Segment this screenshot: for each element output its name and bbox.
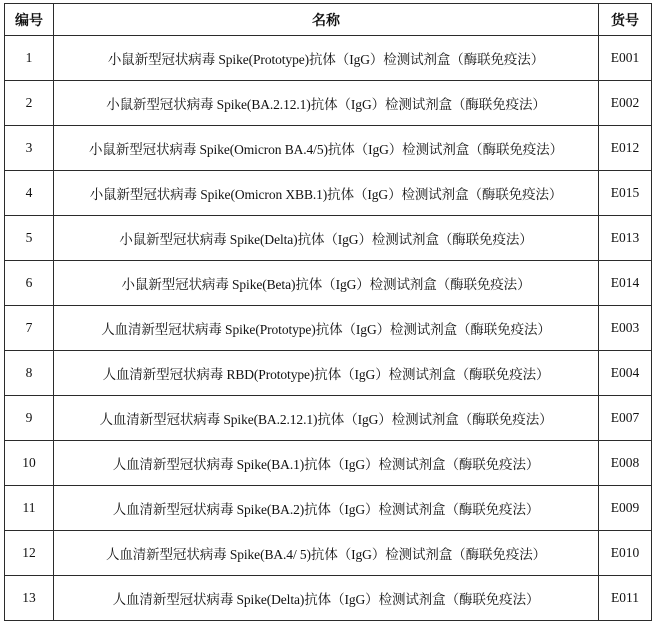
table-row — [5, 171, 652, 216]
row-number: 7 — [5, 306, 54, 351]
row-number: 3 — [5, 126, 54, 171]
table-row — [5, 396, 652, 441]
row-name: 小鼠新型冠状病毒 Spike(Omicron BA.4/5)抗体（IgG）检测试剂盒（酶联免疫法） — [54, 126, 599, 171]
table-row — [5, 486, 652, 531]
row-code: E012 — [599, 126, 652, 171]
row-number: 12 — [5, 531, 54, 576]
product-table — [4, 3, 652, 621]
table-row — [5, 261, 652, 306]
row-code: E010 — [599, 531, 652, 576]
row-code: E007 — [599, 396, 652, 441]
row-number: 6 — [5, 261, 54, 306]
table-row — [5, 216, 652, 261]
row-name: 人血清新型冠状病毒 Spike(Prototype)抗体（IgG）检测试剂盒（酶联免疫法） — [54, 306, 599, 351]
row-name: 小鼠新型冠状病毒 Spike(Prototype)抗体（IgG）检测试剂盒（酶联免疫法） — [54, 36, 599, 81]
row-name: 小鼠新型冠状病毒 Spike(Delta)抗体（IgG）检测试剂盒（酶联免疫法） — [54, 216, 599, 261]
table-header-row — [5, 4, 652, 36]
row-code: E015 — [599, 171, 652, 216]
table-row — [5, 306, 652, 351]
table-row — [5, 576, 652, 621]
table-row — [5, 81, 652, 126]
row-number: 1 — [5, 36, 54, 81]
header-name: 名称 — [54, 4, 599, 36]
row-number: 5 — [5, 216, 54, 261]
row-code: E003 — [599, 306, 652, 351]
row-code: E004 — [599, 351, 652, 396]
row-name: 小鼠新型冠状病毒 Spike(BA.2.12.1)抗体（IgG）检测试剂盒（酶联免疫法） — [54, 81, 599, 126]
row-number: 8 — [5, 351, 54, 396]
row-code: E013 — [599, 216, 652, 261]
table-row — [5, 441, 652, 486]
table-row — [5, 36, 652, 81]
table-row — [5, 126, 652, 171]
row-name: 小鼠新型冠状病毒 Spike(Omicron XBB.1)抗体（IgG）检测试剂盒（酶联免疫法） — [54, 171, 599, 216]
row-number: 2 — [5, 81, 54, 126]
row-code: E002 — [599, 81, 652, 126]
row-name: 人血清新型冠状病毒 RBD(Prototype)抗体（IgG）检测试剂盒（酶联免疫法） — [54, 351, 599, 396]
row-number: 9 — [5, 396, 54, 441]
row-number: 13 — [5, 576, 54, 621]
header-number: 编号 — [5, 4, 54, 36]
row-name: 人血清新型冠状病毒 Spike(BA.1)抗体（IgG）检测试剂盒（酶联免疫法） — [54, 441, 599, 486]
table-row — [5, 531, 652, 576]
row-number: 4 — [5, 171, 54, 216]
row-name: 人血清新型冠状病毒 Spike(BA.4/ 5)抗体（IgG）检测试剂盒（酶联免疫法） — [54, 531, 599, 576]
row-code: E001 — [599, 36, 652, 81]
row-name: 小鼠新型冠状病毒 Spike(Beta)抗体（IgG）检测试剂盒（酶联免疫法） — [54, 261, 599, 306]
table-row — [5, 351, 652, 396]
row-number: 10 — [5, 441, 54, 486]
row-code: E008 — [599, 441, 652, 486]
row-code: E014 — [599, 261, 652, 306]
row-code: E009 — [599, 486, 652, 531]
row-name: 人血清新型冠状病毒 Spike(BA.2)抗体（IgG）检测试剂盒（酶联免疫法） — [54, 486, 599, 531]
row-name: 人血清新型冠状病毒 Spike(BA.2.12.1)抗体（IgG）检测试剂盒（酶联免疫法） — [54, 396, 599, 441]
header-code: 货号 — [599, 4, 652, 36]
row-code: E011 — [599, 576, 652, 621]
row-name: 人血清新型冠状病毒 Spike(Delta)抗体（IgG）检测试剂盒（酶联免疫法） — [54, 576, 599, 621]
row-number: 11 — [5, 486, 54, 531]
